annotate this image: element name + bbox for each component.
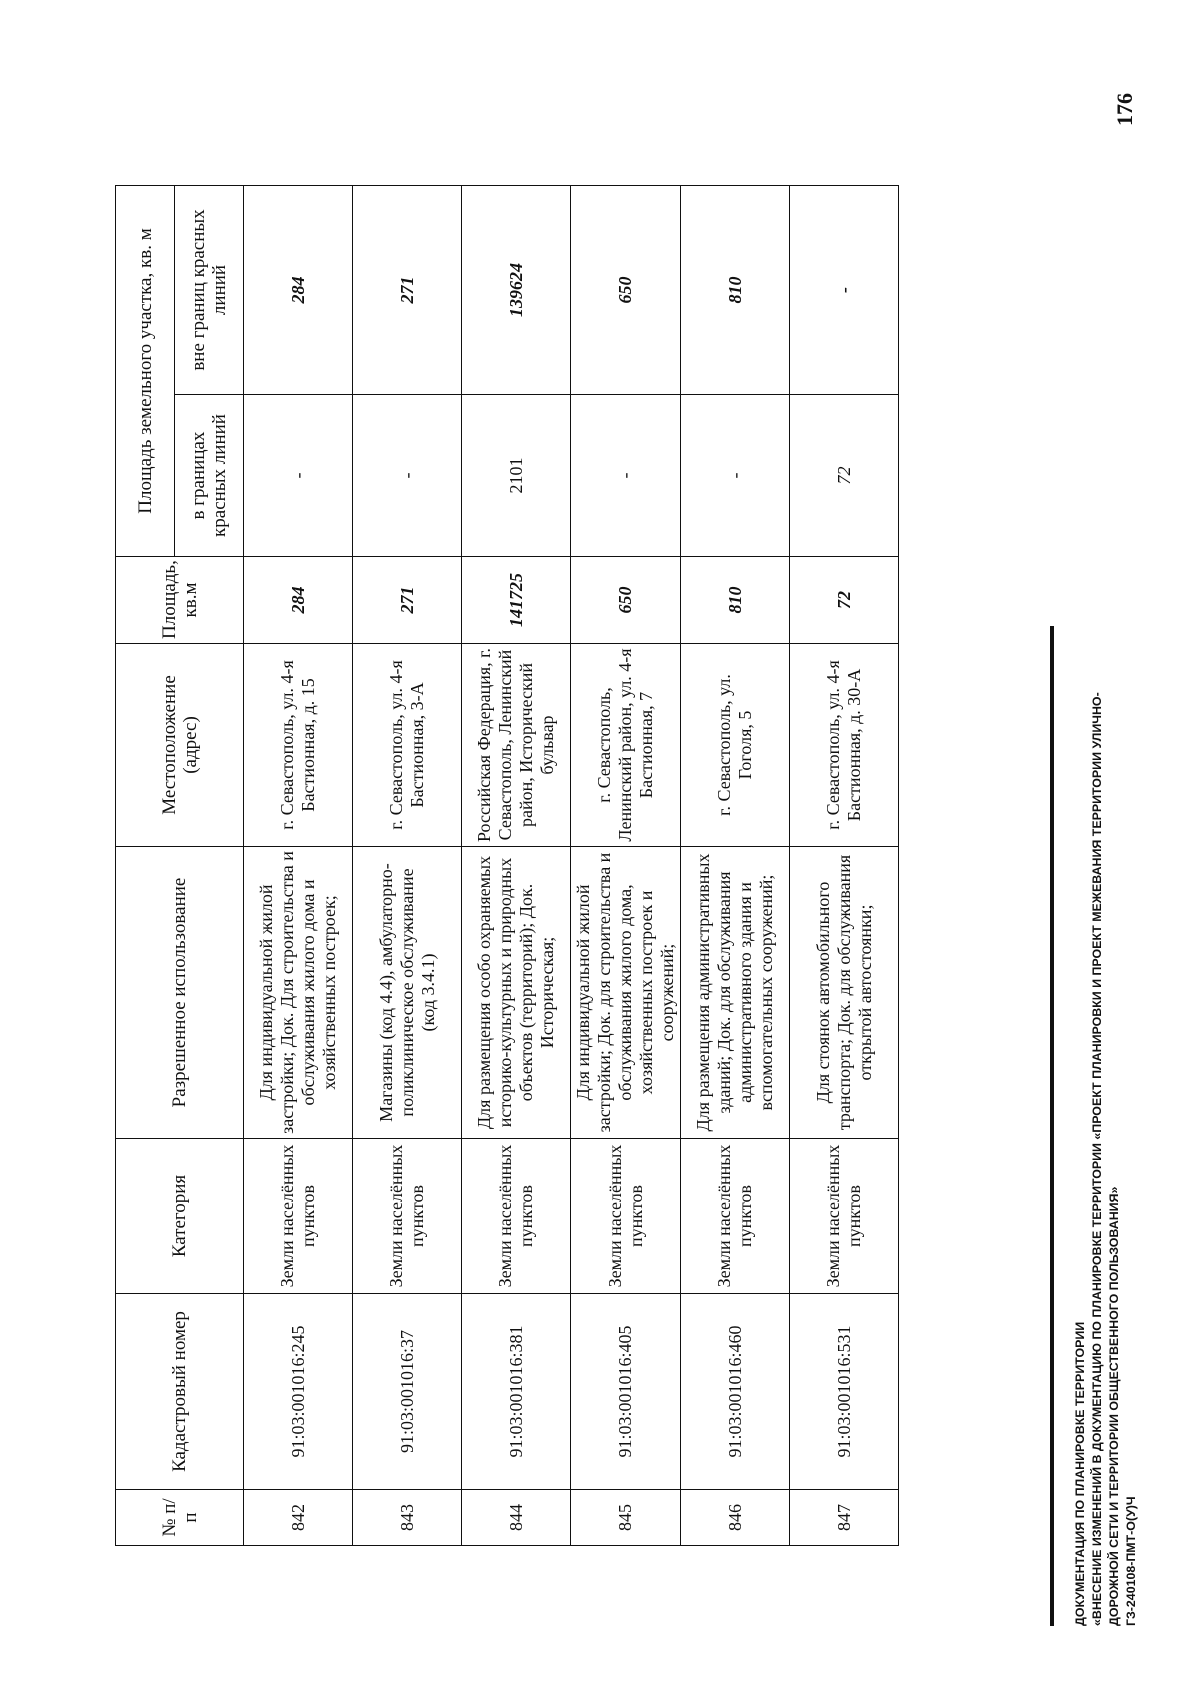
- cell-address: г. Севастополь, ул. Гоголя, 5: [681, 644, 790, 847]
- cell-category: Земли населённых пунктов: [571, 1139, 681, 1294]
- col-header-category: Категория: [116, 1139, 244, 1294]
- cell-address: Российская Федерация, г. Севастополь, Ленинский район, Исторический бульвар: [462, 644, 571, 847]
- col-header-within: в границах красных линий: [175, 395, 244, 557]
- col-header-num: № п/п: [116, 1490, 244, 1546]
- table-row: [681, 186, 790, 1546]
- cell-address: г. Севастополь, ул. 4-я Бастионная, д. 30-А: [790, 644, 899, 847]
- cell-category: Земли населённых пунктов: [462, 1139, 571, 1294]
- cell-cadastral: 91:03:001016:405: [571, 1294, 681, 1490]
- cell-num: 845: [571, 1490, 681, 1546]
- col-header-area: Площадь, кв.м: [116, 557, 244, 644]
- header-line: ДОКУМЕНТАЦИЯ ПО ПЛАНИРОВКЕ ТЕРРИТОРИИ: [1073, 1321, 1087, 1626]
- col-header-land-area: Площадь земельного участка, кв. м: [116, 186, 175, 557]
- cell-use: Для индивидуальной жилой застройки; Док. Для строительства и обслуживания жилого дома и хозяйственных построек;: [244, 847, 353, 1139]
- cell-outside: 650: [571, 186, 681, 395]
- cell-address: г. Севастополь, Ленинский район, ул. 4-я Бастионная, 7: [571, 644, 681, 847]
- cell-within: -: [681, 395, 790, 557]
- cell-area: 810: [681, 557, 790, 644]
- cell-area: 284: [244, 557, 353, 644]
- col-header-outside: вне границ красных линий: [175, 186, 244, 395]
- cell-use: Для размещения административных зданий; Док. для обслуживания административного здания и вспомогательных сооружений;: [681, 847, 790, 1139]
- cell-outside: 284: [244, 186, 353, 395]
- cell-outside: 139624: [462, 186, 571, 395]
- cell-num: 843: [353, 1490, 462, 1546]
- table-header-row: [116, 186, 175, 1546]
- cell-cadastral: 91:03:001016:531: [790, 1294, 899, 1490]
- parcel-table: [115, 185, 899, 1546]
- cell-num: 844: [462, 1490, 571, 1546]
- header-line: ГЗ-240108-ПМТ-О(У)Ч: [1124, 1496, 1138, 1626]
- cell-use: Магазины (код 4.4), амбулаторно-поликлиническое обслуживание (код 3.4.1): [353, 847, 462, 1139]
- header-line: ДОРОЖНОЙ СЕТИ И ТЕРРИТОРИИ ОБЩЕСТВЕННОГО ПОЛЬЗОВАНИЯ»: [1107, 1186, 1121, 1626]
- cell-area: 72: [790, 557, 899, 644]
- cell-within: -: [353, 395, 462, 557]
- cell-within: -: [571, 395, 681, 557]
- document-header: [1072, 326, 1140, 1626]
- cell-category: Земли населённых пунктов: [244, 1139, 353, 1294]
- col-header-cadastral: Кадастровый номер: [116, 1294, 244, 1490]
- cell-num: 847: [790, 1490, 899, 1546]
- header-rule: [1050, 626, 1054, 1626]
- col-header-address: Местоположение (адрес): [116, 644, 244, 847]
- cell-area: 141725: [462, 557, 571, 644]
- cell-within: 2101: [462, 395, 571, 557]
- cell-outside: 271: [353, 186, 462, 395]
- cell-num: 842: [244, 1490, 353, 1546]
- cell-category: Земли населённых пунктов: [353, 1139, 462, 1294]
- cell-area: 650: [571, 557, 681, 644]
- table-row: [244, 186, 353, 1546]
- cell-area: 271: [353, 557, 462, 644]
- col-header-use: Разрешенное использование: [116, 847, 244, 1139]
- header-line: «ВНЕСЕНИЕ ИЗМЕНЕНИЙ В ДОКУМЕНТАЦИЮ ПО ПЛАНИРОВКЕ ТЕРРИТОРИИ «ПРОЕКТ ПЛАНИРОВКИ И ПРОЕКТ МЕЖЕВАНИЯ ТЕРРИТОРИИ УЛИЧНО-: [1090, 692, 1104, 1626]
- cell-category: Земли населённых пунктов: [681, 1139, 790, 1294]
- cell-within: 72: [790, 395, 899, 557]
- cell-category: Земли населённых пунктов: [790, 1139, 899, 1294]
- cell-cadastral: 91:03:001016:37: [353, 1294, 462, 1490]
- page-number: 176: [1112, 93, 1137, 126]
- cell-cadastral: 91:03:001016:245: [244, 1294, 353, 1490]
- cell-address: г. Севастополь, ул. 4-я Бастионная, 3-А: [353, 644, 462, 847]
- cell-within: -: [244, 395, 353, 557]
- cell-outside: 810: [681, 186, 790, 395]
- cell-use: Для индивидуальной жилой застройки; Док. для строительства и обслуживания жилого дома, хозяйственных построек и сооружений;: [571, 847, 681, 1139]
- table-row: [571, 186, 681, 1546]
- cell-cadastral: 91:03:001016:460: [681, 1294, 790, 1490]
- cell-num: 846: [681, 1490, 790, 1546]
- table-row: [462, 186, 571, 1546]
- table-row: [353, 186, 462, 1546]
- cell-use: Для размещения особо охраняемых историко-культурных и природных объектов (территорий); Док. Историческая;: [462, 847, 571, 1139]
- table-row: [790, 186, 899, 1546]
- cell-use: Для стоянок автомобильного транспорта; Док. для обслуживания открытой автостоянки;: [790, 847, 899, 1139]
- cell-outside: -: [790, 186, 899, 395]
- cell-cadastral: 91:03:001016:381: [462, 1294, 571, 1490]
- cell-address: г. Севастополь, ул. 4-я Бастионная, д. 15: [244, 644, 353, 847]
